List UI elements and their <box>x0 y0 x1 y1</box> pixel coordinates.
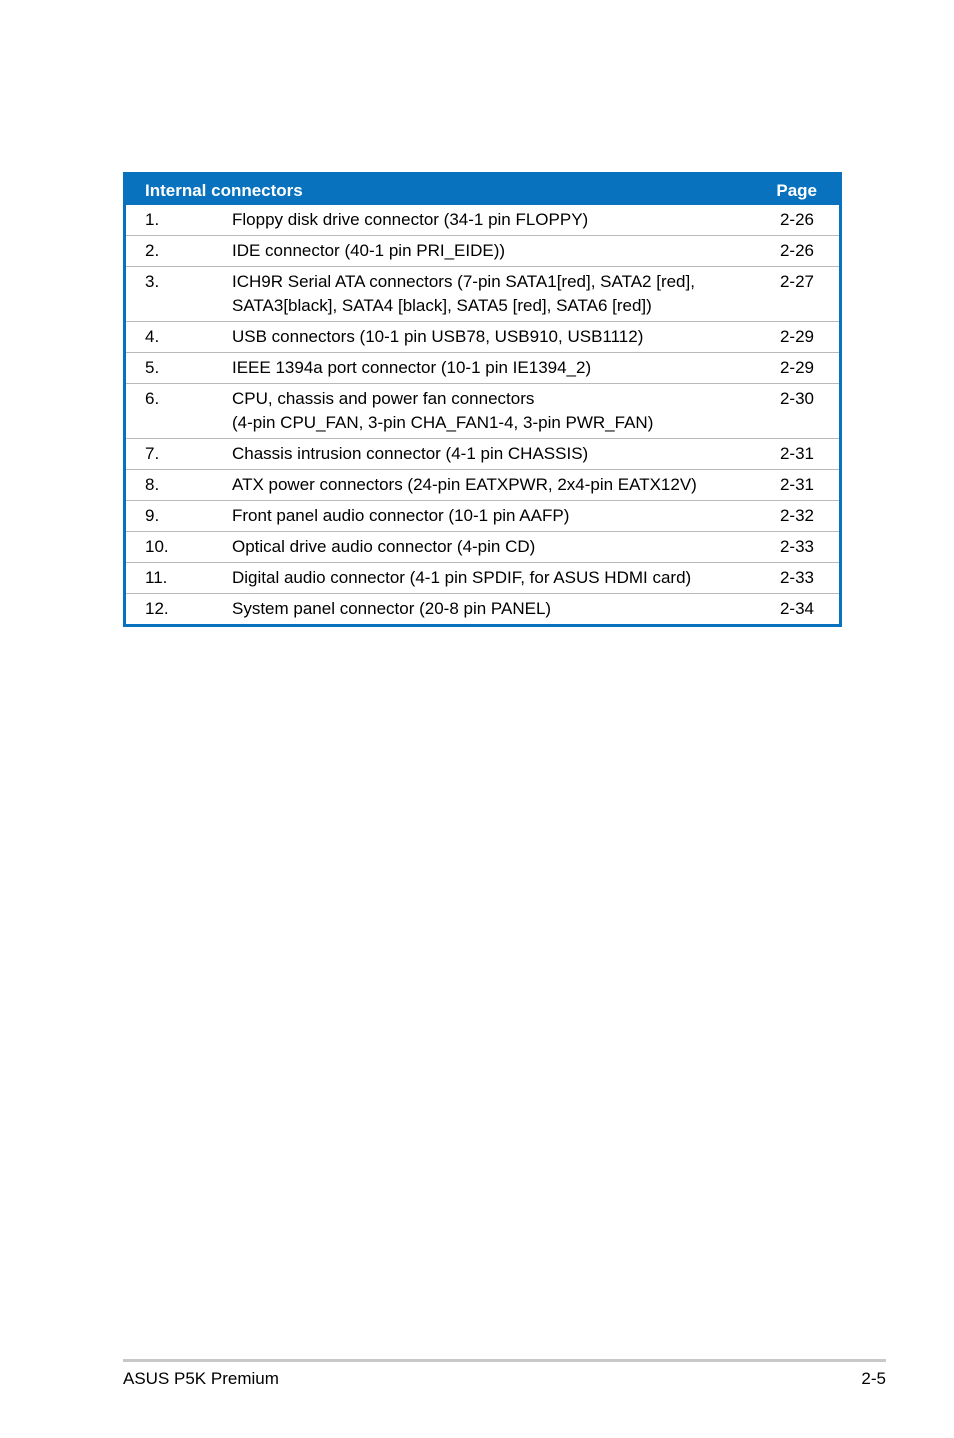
row-description-line: System panel connector (20-8 pin PANEL) <box>232 599 552 618</box>
row-number: 1. <box>145 210 160 229</box>
row-number: 6. <box>145 389 160 408</box>
row-description-line: (4-pin CPU_FAN, 3-pin CHA_FAN1-4, 3-pin PWR_FAN) <box>232 413 654 432</box>
row-description <box>232 504 752 528</box>
header-internal-connectors: Internal connectors <box>145 181 303 200</box>
row-description-line: IEEE 1394a port connector (10-1 pin IE1394_2) <box>232 358 592 377</box>
table-row <box>126 383 839 438</box>
table-row <box>126 266 839 321</box>
footer-page-number: 2-5 <box>861 1369 886 1388</box>
row-description-line: ATX power connectors (24-pin EATXPWR, 2x4-pin EATX12V) <box>232 475 697 494</box>
row-page: 2-26 <box>779 210 814 229</box>
table-row <box>126 321 839 352</box>
row-page: 2-31 <box>779 444 814 463</box>
table-row <box>126 235 839 266</box>
table-row <box>126 205 839 235</box>
table-row <box>126 469 839 500</box>
row-description-line: Digital audio connector (4-1 pin SPDIF, for ASUS HDMI card) <box>232 568 692 587</box>
row-page: 2-27 <box>779 272 814 291</box>
row-number: 10. <box>145 537 169 556</box>
row-description-line: USB connectors (10-1 pin USB78, USB910, USB1112) <box>232 327 644 346</box>
internal-connectors-table <box>123 172 842 627</box>
row-number: 5. <box>145 358 160 377</box>
row-number: 7. <box>145 444 160 463</box>
row-page: 2-33 <box>779 537 814 556</box>
row-description-line: Front panel audio connector (10-1 pin AAFP) <box>232 506 570 525</box>
row-description <box>232 325 752 349</box>
header-page: Page <box>776 181 817 200</box>
footer-product-name: ASUS P5K Premium <box>123 1369 279 1388</box>
row-description <box>232 566 752 590</box>
row-description-line: IDE connector (40-1 pin PRI_EIDE)) <box>232 241 506 260</box>
row-number: 12. <box>145 599 169 618</box>
row-description <box>232 442 752 466</box>
table-body <box>126 205 839 624</box>
footer-divider <box>123 1359 886 1362</box>
row-page: 2-31 <box>779 475 814 494</box>
table-row <box>126 500 839 531</box>
row-page: 2-29 <box>779 358 814 377</box>
row-page: 2-30 <box>779 389 814 408</box>
row-description <box>232 208 752 232</box>
row-number: 9. <box>145 506 160 525</box>
row-page: 2-29 <box>779 327 814 346</box>
row-description <box>232 387 752 435</box>
table-header <box>126 175 839 205</box>
row-number: 4. <box>145 327 160 346</box>
table-row <box>126 531 839 562</box>
table-row <box>126 438 839 469</box>
row-description <box>232 535 752 559</box>
row-description-line: SATA3[black], SATA4 [black], SATA5 [red], SATA6 [red]) <box>232 296 652 315</box>
row-description <box>232 239 752 263</box>
row-description-line: CPU, chassis and power fan connectors <box>232 389 535 408</box>
table-row <box>126 562 839 593</box>
row-description-line: ICH9R Serial ATA connectors (7-pin SATA1[red], SATA2 [red], <box>232 272 695 291</box>
row-page: 2-33 <box>779 568 814 587</box>
row-number: 2. <box>145 241 160 260</box>
row-description <box>232 270 752 318</box>
row-number: 3. <box>145 272 160 291</box>
table-row <box>126 352 839 383</box>
row-description-line: Floppy disk drive connector (34-1 pin FLOPPY) <box>232 210 589 229</box>
row-description <box>232 473 752 497</box>
row-page: 2-26 <box>779 241 814 260</box>
table-row <box>126 593 839 624</box>
row-description-line: Optical drive audio connector (4-pin CD) <box>232 537 536 556</box>
row-description-line: Chassis intrusion connector (4-1 pin CHASSIS) <box>232 444 589 463</box>
row-page: 2-34 <box>779 599 814 618</box>
row-page: 2-32 <box>779 506 814 525</box>
row-number: 11. <box>145 568 168 587</box>
row-description <box>232 356 752 380</box>
row-description <box>232 597 752 621</box>
row-number: 8. <box>145 475 160 494</box>
